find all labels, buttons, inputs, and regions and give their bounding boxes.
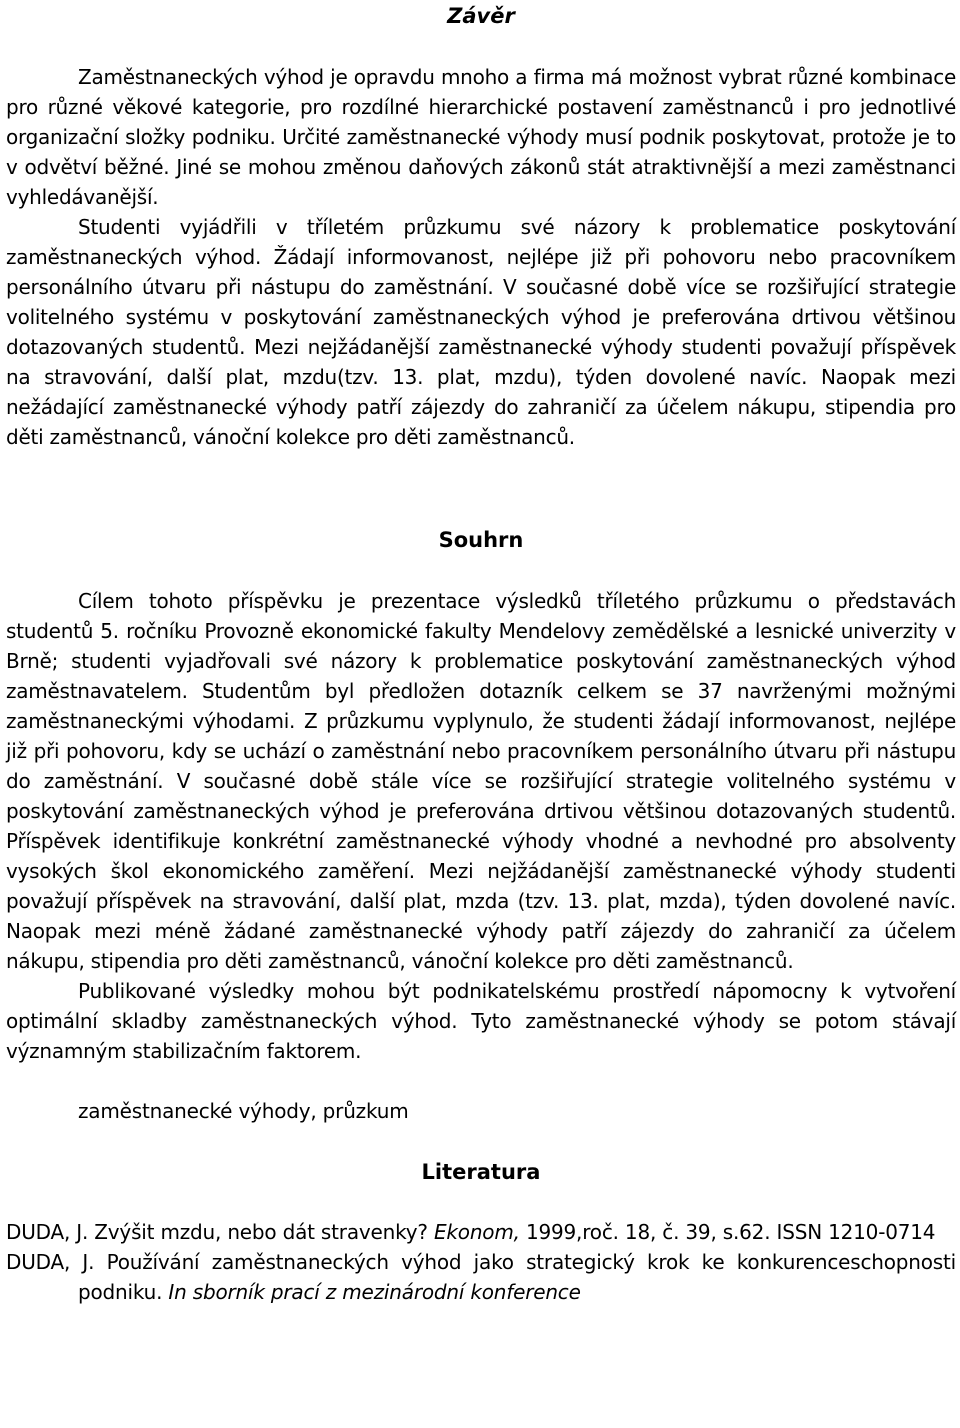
document-page [6,0,956,1307]
reference-item [6,1217,956,1247]
souhrn-paragraph-2: Publikované výsledky mohou být podnikatelskému prostředí nápomocny k vytvoření optimální skladby zaměstnaneckých výhod. Tyto zaměstnanecké výhody se potom stávají významným stabilizačním faktorem. [6,979,956,1063]
reference-text: DUDA, J. Používání zaměstnaneckých výhod jako strategický krok ke konkurenceschopnosti podniku. [6,1250,956,1304]
souhrn-paragraph-1: Cílem tohoto příspěvku je prezentace výsledků tříletého průzkumu o představách studentů 5. ročníku Provozně ekonomické fakulty Mendelovy zemědělské a lesnické univerzity v Brně; studenti vyjadřovali své názory k problematice poskytování zaměstnaneckých výhod zaměstnavatelem. Studentům byl předložen dotazník celkem se 37 navrženými možnými zaměstnaneckými výhodami. Z průzkumu vyplynulo, že studenti žádají informovanost, nejlépe již při pohovoru, kdy se uchází o zaměstnání nebo pracovníkem personálního útvaru při nástupu do zaměstnání. V současné době stále více se rozšiřující strategie volitelného systému v poskytování zaměstnaneckých výhod je preferována drtivou většinou dotazovaných studentů. Příspěvek identifikuje konkrétní zaměstnanecké výhody vhodné a nevhodné pro absolventy vysokých škol ekonomického zaměření. Mezi nejžádanější zaměstnanecké výhody studenti považují příspěvek na stravování, další plat, mzda (tzv. 13. plat, mzda), týden dovolené navíc. Naopak mezi méně žádané zaměstnanecké výhody patří zájezdy do zahraničí za účelem nákupu, stipendia pro děti zaměstnanců, vánoční kolekce pro děti zaměstnanců. [6,589,956,973]
zaver-paragraph-1: Zaměstnaneckých výhod je opravdu mnoho a firma má možnost vybrat různé kombinace pro různé věkové kategorie, pro rozdílné hierarchické postavení zaměstnanců i pro jednotlivé organizační složky podniku. Určité zaměstnanecké výhody musí podnik poskytovat, protože je to v odvětví běžné. Jiné se mohou změnou daňových zákonů stát atraktivnější a mezi zaměstnanci vyhledávanější. [6,65,956,209]
reference-item [6,1247,956,1307]
keywords: zaměstnanecké výhody, průzkum [78,1099,409,1123]
reference-text: 1999,roč. 18, č. 39, s.62. ISSN 1210-0714 [519,1220,936,1244]
section-title-souhrn: Souhrn [438,528,524,552]
section-title-literatura: Literatura [421,1160,541,1184]
reference-text: DUDA, J. Zvýšit mzdu, nebo dát stravenky? [6,1220,434,1244]
zaver-paragraph-2: Studenti vyjádřili v tříletém průzkumu své názory k problematice poskytování zaměstnaneckých výhod. Žádají informovanost, nejlépe již při pohovoru nebo pracovníkem personálního útvaru při nástupu do zaměstnání. V současné době více se rozšiřující strategie volitelného systému v poskytování zaměstnaneckých výhod je preferována drtivou většinou dotazovaných studentů. Mezi nejžádanější zaměstnanecké výhody studenti považují příspěvek na stravování, další plat, mzdu(tzv. 13. plat, mzdu), týden dovolené navíc. Naopak mezi nežádající zaměstnanecké výhody patří zájezdy do zahraničí za účelem nákupu, stipendia pro děti zaměstnanců, vánoční kolekce pro děti zaměstnanců. [6,215,956,449]
reference-source-italic: Ekonom, [433,1220,520,1244]
section-title-zaver: Závěr [447,4,515,28]
reference-source-italic: In sborník prací z mezinárodní konference [168,1280,581,1304]
